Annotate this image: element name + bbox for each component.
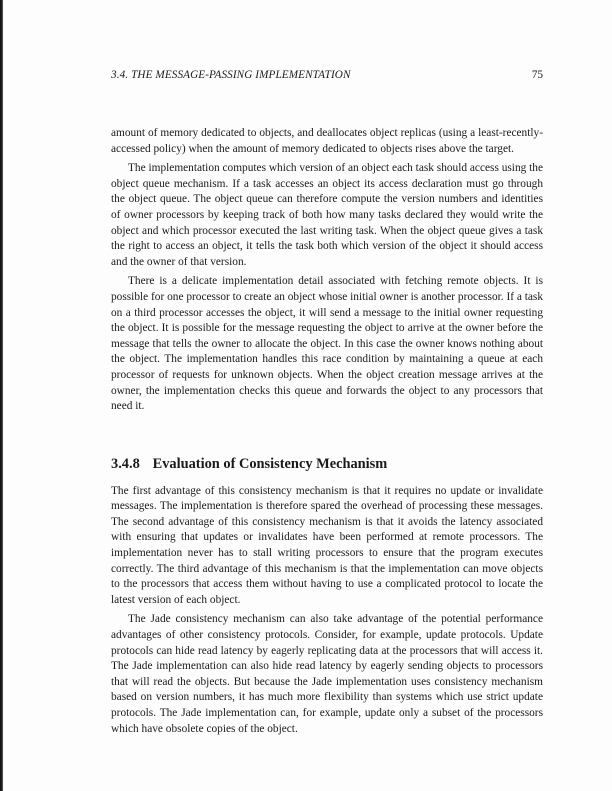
- running-head-title: 3.4. THE MESSAGE-PASSING IMPLEMENTATION: [111, 69, 351, 81]
- section-heading: [111, 455, 543, 473]
- paragraph: The Jade consistency mechanism can also take advantage of the potential performance advantages of other consistency protocols. Consider, for example, update protocols. Update protocols can hide read latency by eagerly replicating data at the processors that will access it. The Jade implementation can also hide read latency by eagerly sending objects to processors that will read the objects. But because the Jade implementation uses consistency mechanism based on version numbers, it has much more flexibility than systems which use strict update protocols. The Jade implementation can, for example, update only a subset of the processors which have obsolete copies of the object.: [111, 613, 543, 735]
- running-head: [111, 67, 543, 83]
- paragraph: There is a delicate implementation detail associated with fetching remote objects. It is possible for one processor to create an object whose initial owner is another processor. If a task on a third processor accesses the object, it will send a message to the initial owner requesting the object. It is possible for the message requesting the object to arrive at the owner before the message that tells the owner to allocate the object. In this case the owner knows nothing about the object. The implementation handles this race condition by maintaining a queue at each processor of requests for unknown objects. When the object creation message arrives at the owner, the implementation checks this queue and forwards the object to any processors that need it.: [111, 275, 543, 413]
- paragraph: The first advantage of this consistency mechanism is that it requires no update or invalidate messages. The implementation is therefore spared the overhead of processing these messages. The second advantage of this consistency mechanism is that it avoids the latency associated with ensuring that updates or invalidates have been performed at remote processors. The implementation never has to stall writing processors to ensure that the program executes correctly. The third advantage of this mechanism is that the implementation can move objects to the processors that access them without having to use a complicated protocol to locate the latest version of each object.: [111, 484, 543, 606]
- paragraph: The implementation computes which version of an object each task should access using the object queue mechanism. If a task accesses an object its access declaration must go through the object queue. The object queue can therefore compute the version numbers and identities of owner processors by keeping track of both how many tasks declared they would write the object and which processor executed the last writing task. When the object queue gives a task the right to access an object, it tells the task both which version of the object it should access and the owner of that version.: [111, 162, 543, 268]
- page-body: [111, 126, 543, 737]
- section-title: Evaluation of Consistency Mechanism: [152, 455, 388, 472]
- scan-edge: [0, 0, 3, 791]
- page-number: 75: [531, 69, 543, 81]
- section-number: 3.4.8: [111, 455, 140, 472]
- paragraph: amount of memory dedicated to objects, and deallocates object replicas (using a least-recently-accessed policy) when the amount of memory dedicated to objects rises above the target.: [111, 127, 543, 155]
